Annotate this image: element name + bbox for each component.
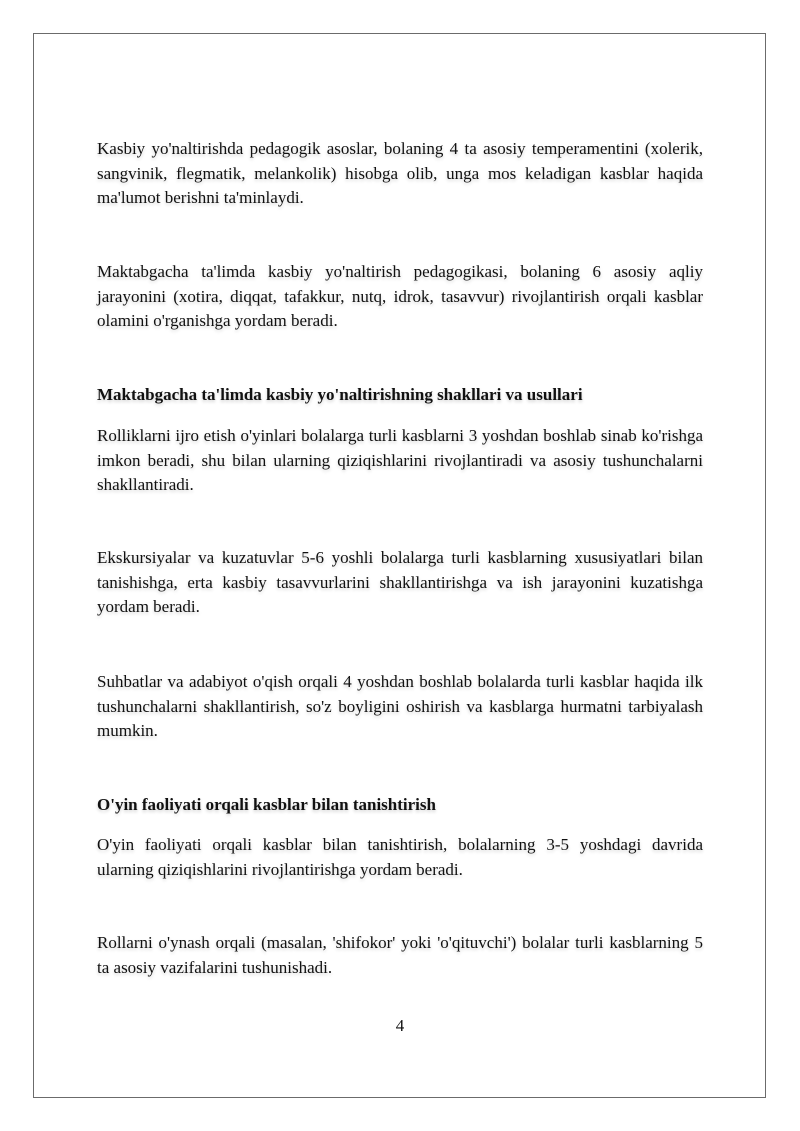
section2-paragraph-2: Rollarni o'ynash orqali (masalan, 'shifokor' yoki 'o'qituvchi') bolalar turli kasblarning 5 ta asosiy vazifalarini tushunishadi. [97,933,703,977]
section2-paragraph-1: O'yin faoliyati orqali kasblar bilan tanishtirish, bolalarning 3-5 yoshdagi davrida ularning qiziqishlarini rivojlantirishga yordam beradi. [97,835,703,879]
section1-paragraph-2: Ekskursiyalar va kuzatuvlar 5-6 yoshli bolalarga turli kasblarning xususiyatlari bilan tanishishga, erta kasbiy tasavvurlarini shakllantirishga va ish jarayonini kuzatishga yordam beradi. [97,548,703,616]
intro-paragraph-1: Kasbiy yo'naltirishda pedagogik asoslar, bolaning 4 ta asosiy temperamentini (xolerik, sangvinik, flegmatik, melankolik) hisobga olib, unga mos keladigan kasblar haqida ma'lumot berishni ta'minlaydi. [97,139,703,207]
section-heading-forms-methods: Maktabgacha ta'limda kasbiy yo'naltirishning shakllari va usullari [97,385,583,404]
section1-paragraph-3: Suhbatlar va adabiyot o'qish orqali 4 yoshdan boshlab bolalarda turli kasblar haqida ilk tushunchalarni shakllantirish, so'z boyligini oshirish va kasblarga hurmatni tarbiyalash mumkin. [97,672,703,740]
page-number: 4 [395,1016,405,1035]
section-heading-play-activity: O'yin faoliyati orqali kasblar bilan tanishtirish [97,795,436,814]
section1-paragraph-1: Rolliklarni ijro etish o'yinlari bolalarga turli kasblarni 3 yoshdan boshlab sinab ko'rishga imkon beradi, shu bilan ularning qiziqishlarini rivojlantiradi va asosiy tushunchalarni shakllantiradi. [97,426,703,494]
intro-paragraph-2: Maktabgacha ta'limda kasbiy yo'naltirish pedagogikasi, bolaning 6 asosiy aqliy jarayonini (xotira, diqqat, tafakkur, nutq, idrok, tasavvur) rivojlantirish orqali kasblar olamini o'rganishga yordam beradi. [97,262,703,330]
